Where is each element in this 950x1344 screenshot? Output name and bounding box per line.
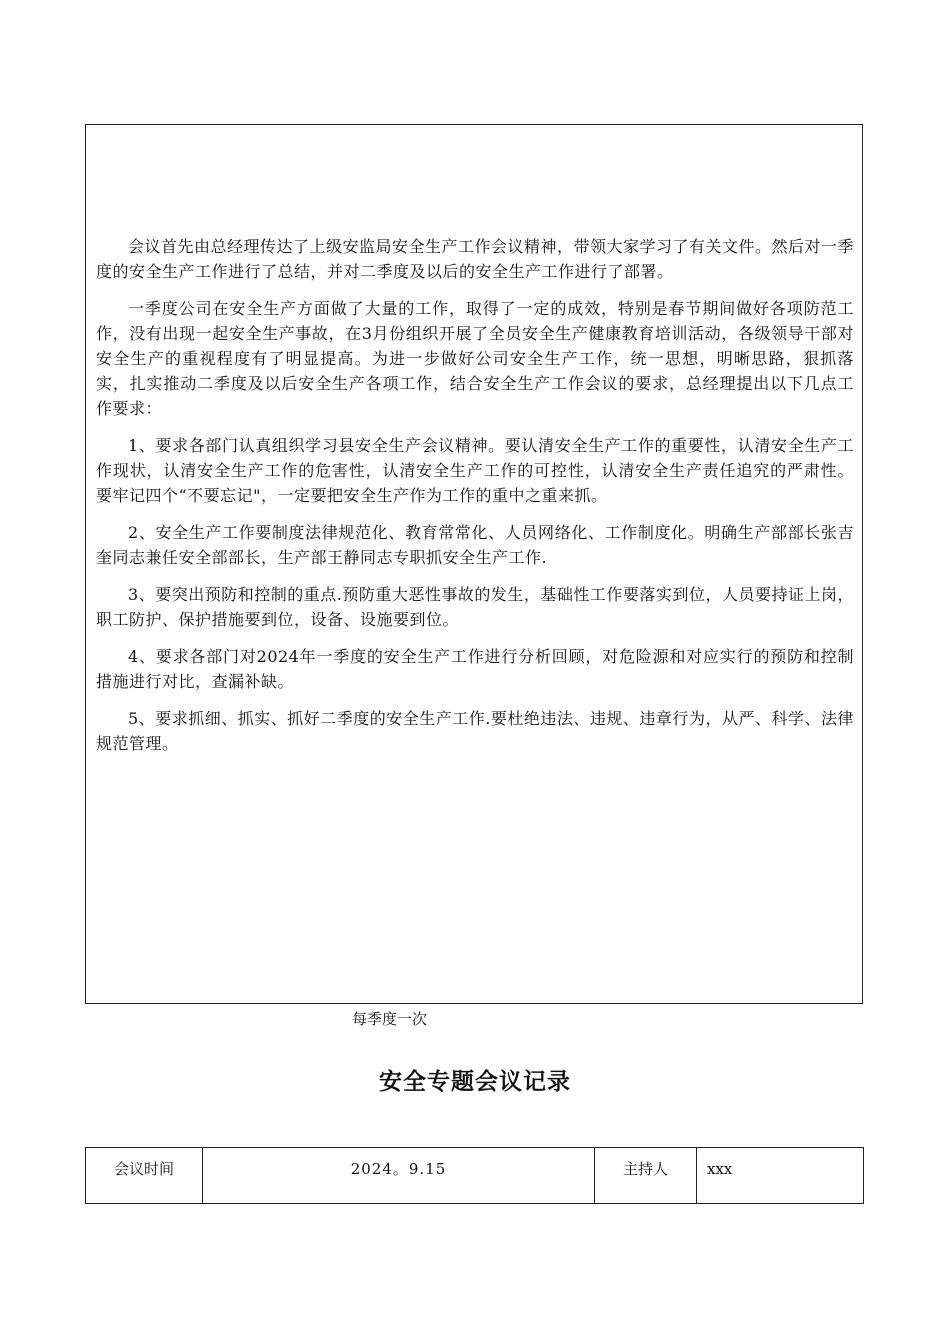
meeting-time-value: 2024。9.15: [203, 1148, 595, 1204]
host-label: 主持人: [595, 1148, 697, 1204]
meeting-info-row: [86, 1148, 864, 1204]
meeting-minutes-box: [85, 124, 863, 1004]
minutes-paragraph-intro: 会议首先由总经理传达了上级安监局安全生产工作会议精神，带领大家学习了有关文件。然后对一季度的安全生产工作进行了总结，并对二季度及以后的安全生产工作进行了部署。: [96, 237, 855, 281]
minutes-text: [96, 234, 854, 768]
meeting-info-table: [85, 1147, 864, 1204]
minutes-requirement-3: 3、要突出预防和控制的重点.预防重大恶性事故的发生，基础性工作要落实到位，人员要持证上岗，职工防护、保护措施要到位，设备、设施要到位。: [96, 585, 854, 629]
frequency-note: 每季度一次: [352, 1010, 428, 1028]
document-title: 安全专题会议记录: [379, 1068, 571, 1095]
minutes-requirement-2: 2、安全生产工作要制度法律规范化、教育常常化、人员网络化、工作制度化。明确生产部部长张吉奎同志兼任安全部部长，生产部王静同志专职抓安全生产工作.: [96, 523, 854, 567]
minutes-paragraph-summary: 一季度公司在安全生产方面做了大量的工作，取得了一定的成效，特别是春节期间做好各项防范工作，没有出现一起安全生产事故，在3月份组织开展了全员安全生产健康教育培训活动，各级领导干部对安全生产的重视程度有了明显提高。为进一步做好公司安全生产工作，统一思想，明晰思路，狠抓落实，扎实推动二季度及以后安全生产各项工作，结合安全生产工作会议的要求，总经理提出以下几点工作要求：: [96, 299, 854, 418]
minutes-requirement-4: 4、要求各部门对2024年一季度的安全生产工作进行分析回顾，对危险源和对应实行的预防和控制措施进行对比，查漏补缺。: [96, 647, 854, 691]
minutes-requirement-5: 5、要求抓细、抓实、抓好二季度的安全生产工作.要杜绝违法、违规、违章行为，从严、科学、法律规范管理。: [96, 709, 854, 753]
minutes-requirement-1: 1、要求各部门认真组织学习县安全生产会议精神。要认清安全生产工作的重要性，认清安全生产工作现状，认清安全生产工作的危害性，认清安全生产工作的可控性，认清安全生产责任追究的严肃性。要牢记四个“不要忘记"，一定要把安全生产作为工作的重中之重来抓。: [96, 436, 854, 505]
host-value: xxx: [697, 1148, 864, 1204]
meeting-time-label: 会议时间: [86, 1148, 203, 1204]
